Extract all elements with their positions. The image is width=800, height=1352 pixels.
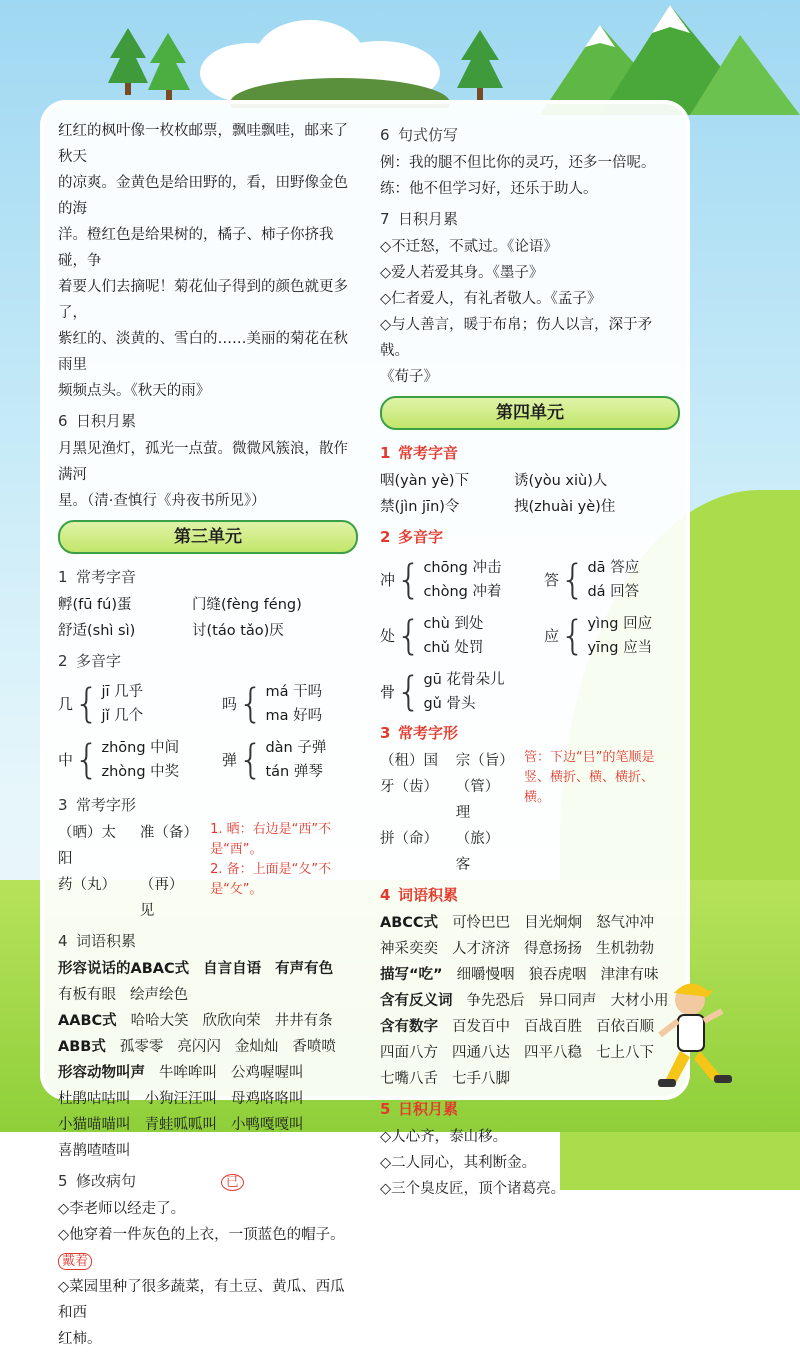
vocab-row: 神采奕奕 人才济济 得意扬扬 生机勃勃 xyxy=(380,941,654,957)
polyphone-row xyxy=(380,608,680,664)
section-heading: 7 日积月累 xyxy=(380,210,459,228)
pronunciation-row xyxy=(58,592,358,618)
quote-line: ◇与人善言，暖于布帛；伤人以言，深于矛戟。 xyxy=(380,317,653,359)
mountains-illustration xyxy=(540,5,800,115)
section-heading: 3 常考字形 xyxy=(58,796,137,814)
practice-line: 练：他不但学习好，还乐于助人。 xyxy=(380,181,598,197)
glyph-block xyxy=(58,820,358,924)
correction-mark: 已 xyxy=(221,1174,244,1191)
glyph-item: （晒）太阳 xyxy=(58,825,116,867)
intro-line: 频频点头。《秋天的雨》 xyxy=(58,383,211,399)
vocab-row: ABCC式 可怜巴巴 目光炯炯 怒气冲冲 xyxy=(380,915,655,931)
proverb-line: ◇人心齐，泰山移。 xyxy=(380,1129,508,1145)
polyphone-group: 几 { jī 几乎 jǐ 几个 xyxy=(58,681,144,727)
pronunciation-item: 门缝(fèng féng) xyxy=(192,597,302,613)
vocab-row: 有板有眼 绘声绘色 xyxy=(58,987,188,1003)
section-heading: 3 常考字形 xyxy=(380,724,459,742)
sentence-line: ◇菜园里种了很多蔬菜，有土豆、黄瓜、西瓜和西 xyxy=(58,1279,345,1321)
unit-banner: 第三单元 xyxy=(58,520,358,554)
polyphone-group: 冲 { chōng 冲击 chòng 冲着 xyxy=(380,557,502,603)
pine-tree-right xyxy=(455,30,505,105)
section-heading: 6 日积月累 xyxy=(58,412,137,430)
vocab-row: 喜鹊喳喳叫 xyxy=(58,1143,131,1159)
glyph-note: 2. 备：上面是“夂”不是“攵”。 xyxy=(210,862,332,897)
section-heading: 2 多音字 xyxy=(380,528,444,546)
polyphone-row xyxy=(58,732,358,788)
section-heading: 1 常考字音 xyxy=(380,444,459,462)
polyphone-group: 答 { dā 答应 dá 回答 xyxy=(544,557,640,603)
section-heading: 2 多音字 xyxy=(58,652,122,670)
pronunciation-item: 咽(yàn yè)下 xyxy=(380,473,470,489)
quote-line: ◇爱人若爱其身。《墨子》 xyxy=(380,265,544,281)
quote-line: ◇不迁怒，不贰过。《论语》 xyxy=(380,239,558,255)
pronunciation-row xyxy=(380,494,680,520)
poem-line: 月黑见渔灯，孤光一点萤。微微风簇浪，散作满河 xyxy=(58,441,348,483)
pronunciation-item: 孵(fū fú)蛋 xyxy=(58,597,132,613)
vocab-row: 形容说话的ABAC式 自言自语 有声有色 xyxy=(58,961,334,977)
section-heading: 1 常考字音 xyxy=(58,568,137,586)
polyphone-row xyxy=(58,676,358,732)
section-heading: 4 词语积累 xyxy=(380,886,459,904)
polyphone-group: 处 { chù 到处 chǔ 处罚 xyxy=(380,613,484,659)
sentence-line: 红柿。 xyxy=(58,1331,102,1347)
glyph-item: 准（备） xyxy=(139,825,198,841)
intro-line: 洋。橙红色是给果树的，橘子、柿子你挤我碰，争 xyxy=(58,227,334,269)
glyph-note: 管：下边“㠯”的笔顺是竖、横折、横、横折、横。 xyxy=(524,750,655,805)
quote-line: ◇仁者爱人，有礼者敬人。《孟子》 xyxy=(380,291,602,307)
pine-trees-left xyxy=(108,28,198,108)
pronunciation-item: 禁(jìn jīn)令 xyxy=(380,499,460,515)
vocab-row: 四面八方 四通八达 四平八稳 七上八下 xyxy=(380,1045,654,1061)
intro-line: 紫红的、淡黄的、雪白的……美丽的菊花在秋雨里 xyxy=(58,331,348,373)
polyphone-row xyxy=(380,552,680,608)
pronunciation-row xyxy=(58,618,358,644)
vocab-row: ABB式 孤零零 亮闪闪 金灿灿 香喷喷 xyxy=(58,1039,336,1055)
quote-line: 《荀子》 xyxy=(380,369,438,385)
sentence-line: ◇李老师以经走了。 xyxy=(58,1201,186,1217)
unit-banner: 第四单元 xyxy=(380,396,680,430)
vocab-row: 形容动物叫声 牛哞哞叫 公鸡喔喔叫 xyxy=(58,1065,304,1081)
example-line: 例：我的腿不但比你的灵巧，还多一倍呢。 xyxy=(380,155,656,171)
vocab-row: 含有数字 百发百中 百战百胜 百依百顺 xyxy=(380,1019,654,1035)
proverb-line: ◇二人同心，其利断金。 xyxy=(380,1155,537,1171)
vocab-row: 小猫喵喵叫 青蛙呱呱叫 小鸭嘎嘎叫 xyxy=(58,1117,304,1133)
correction-mark: 戴着 xyxy=(58,1253,92,1270)
sentence-line: ◇他穿着一件灰色的上衣，一顶蓝色的帽子。 戴着 xyxy=(58,1227,345,1269)
intro-line: 的凉爽。金黄色是给田野的，看，田野像金色的海 xyxy=(58,175,348,217)
pronunciation-item: 诱(yòu xiù)人 xyxy=(514,473,608,489)
section-heading: 4 词语积累 xyxy=(58,932,137,950)
intro-line: 着要人们去摘呢！菊花仙子得到的颜色就更多了， xyxy=(58,279,348,321)
intro-line: 红红的枫叶像一枚枚邮票，飘哇飘哇，邮来了秋天 xyxy=(58,123,348,165)
pronunciation-row xyxy=(380,468,680,494)
running-boy-illustration xyxy=(630,975,750,1115)
poem-line: 星。（清·查慎行《舟夜书所见》） xyxy=(58,493,266,509)
glyph-item: （再）见 xyxy=(139,877,184,919)
vocab-row: 七嘴八舌 七手八脚 xyxy=(380,1071,510,1087)
section-heading: 6 句式仿写 xyxy=(380,126,459,144)
section-heading: 5 日积月累 xyxy=(380,1100,459,1118)
vocab-row: 含有反义词 争先恐后 异口同声 大材小用 xyxy=(380,993,669,1009)
polyphone-group: 中 { zhōng 中间 zhòng 中奖 xyxy=(58,737,180,783)
vocab-row: AABC式 哈哈大笑 欣欣向荣 井井有条 xyxy=(58,1013,333,1029)
vocab-row: 描写“吃” 细嚼慢咽 狼吞虎咽 津津有味 xyxy=(380,967,659,983)
section-heading: 5 修改病句 已 xyxy=(58,1168,358,1194)
left-column xyxy=(58,118,358,1352)
proverb-line: ◇三个臭皮匠，顶个诸葛亮。 xyxy=(380,1181,566,1197)
glyph-item: 药（丸） xyxy=(58,877,116,893)
pronunciation-item: 舒适(shì sì) xyxy=(58,623,136,639)
vocab-row: 杜鹃咕咕叫 小狗汪汪叫 母鸡咯咯叫 xyxy=(58,1091,304,1107)
polyphone-group: 应 { yìng 回应 yīng 应当 xyxy=(544,613,653,659)
clouds-illustration xyxy=(190,18,470,108)
glyph-block: （租）国 宗（旨） 牙（齿） （管）理 拼（命） （旅）客 管：下边“㠯”的笔顺是竖、横折、横、横折、横。 xyxy=(380,748,680,878)
pronunciation-item: 拽(zhuài yè)住 xyxy=(514,499,616,515)
polyphone-group: 骨 { gū 花骨朵儿 gǔ 骨头 xyxy=(380,669,505,715)
polyphone-group: 弹 { dàn 子弹 tán 弹琴 xyxy=(222,737,327,783)
pronunciation-item: 讨(táo tǎo)厌 xyxy=(192,623,284,639)
glyph-note: 1. 晒：右边是“西”不是“酉”。 xyxy=(210,822,332,857)
polyphone-group: 吗 { má 干吗 ma 好吗 xyxy=(222,681,323,727)
